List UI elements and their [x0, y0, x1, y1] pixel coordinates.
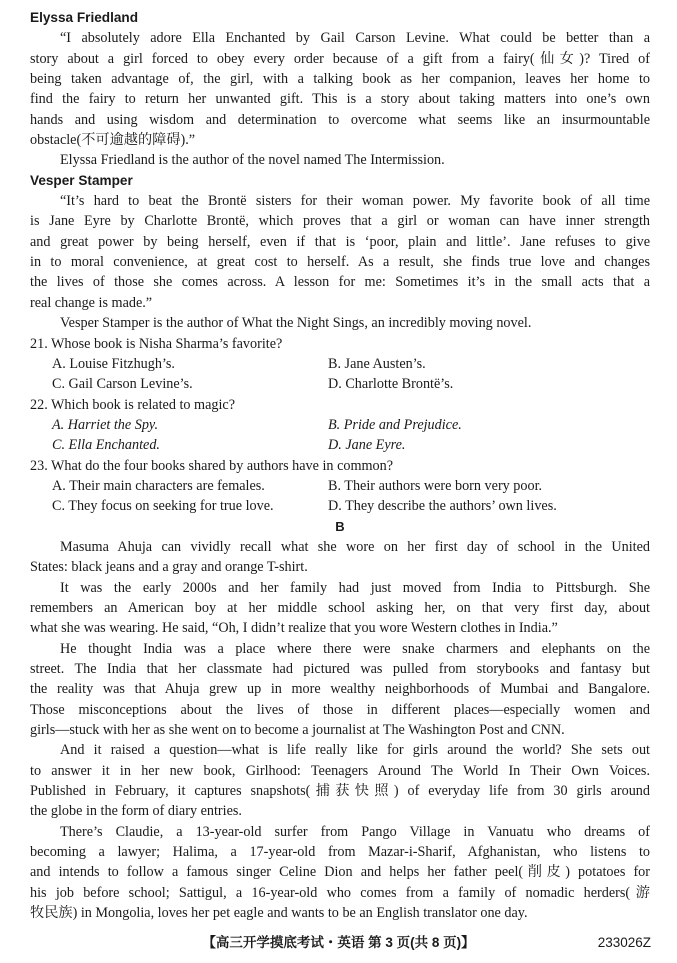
- question-options-row: [30, 354, 650, 374]
- passage-line: his job before school; Sattigul, a 16-year-old who comes from a family of nomadic herders(游: [30, 884, 650, 901]
- passage-line: And it raised a question—what is life really like for girls around the world? She sets out: [60, 742, 650, 759]
- author-bio: Elyssa Friedland is the author of the novel named The Intermission.: [60, 152, 445, 169]
- option-d: D. Jane Eyre.: [328, 437, 406, 454]
- passage-line: girls—stuck with her as she went on to become a journalist at The Washington Post and CNN.: [30, 722, 565, 739]
- option-a: A. Harriet the Spy.: [52, 416, 158, 433]
- passage-line: Masuma Ahuja can vividly recall what she wore on her first day of school in the United: [60, 538, 650, 555]
- quote-line: the lives of those she comes across. A lesson for me: Sometimes it’s in the small acts that a: [30, 274, 650, 291]
- passage-line: and intends to follow a famous singer Celine Dion and helps her father peel(削皮) potatoes for: [30, 864, 650, 881]
- quote-line: and great power by being herself, even if that is ‘poor, plain and little’. Jane refuses to give: [30, 233, 650, 250]
- option-b: B. Their authors were born very poor.: [328, 477, 543, 494]
- passage-line: Those misconceptions about the lives of those in different places—especially women and: [30, 701, 650, 718]
- option-a: A. Their main characters are females.: [52, 477, 265, 494]
- page-footer: [0, 933, 677, 953]
- quote-line: real change is made.”: [30, 294, 153, 311]
- passage-line: to answer it in her new book, Girlhood: Teenagers Around The World In Their Own Voices.: [30, 762, 650, 779]
- author-bio: Vesper Stamper is the author of What the Night Sings, an incredibly moving novel.: [60, 315, 532, 332]
- option-d: D. Charlotte Brontë’s.: [328, 376, 454, 393]
- passage-line: There’s Claudie, a 13-year-old surfer from Pango Village in Vanuatu who dreams of: [60, 823, 650, 840]
- passage-line: what she was wearing. He said, “Oh, I didn’t realize that you wore Western clothes in India.”: [30, 620, 558, 637]
- footer-label: 【高三开学摸底考试・英语 第 3 页(共 8 页)】: [202, 935, 475, 950]
- question-options-row: [30, 476, 650, 496]
- question-options-row: [30, 496, 650, 516]
- passage-line: He thought India was a place where there were snake charmers and elephants on the: [60, 640, 650, 657]
- quote-line: “I absolutely adore Ella Enchanted by Gail Carson Levine. What could be better than a: [60, 30, 650, 47]
- option-c: C. They focus on seeking for true love.: [52, 498, 274, 515]
- question-stem: 23. What do the four books shared by authors have in common?: [30, 457, 394, 474]
- option-a: A. Louise Fitzhugh’s.: [52, 355, 175, 372]
- question-options-row: [30, 435, 650, 455]
- option-c: C. Ella Enchanted.: [52, 437, 160, 454]
- passage-line: remembers an American boy at her middle school asking her, on that very first day, about: [30, 599, 650, 616]
- passage-line: becoming a lawyer; Halima, a 17-year-old from Mazar-i-Sharif, Afghanistan, who listens to: [30, 844, 650, 861]
- passage-line: the reality was that Ahuja grew up in more wealthy neighborhoods of Mumbai and Bangalore.: [30, 681, 650, 698]
- passage-line: Published in February, it captures snapshots(捕获快照) of everyday life from 30 girls around: [30, 783, 650, 800]
- quote-line: “It’s hard to beat the Brontë sisters for their woman power. My favorite book of all time: [60, 193, 650, 210]
- footer-code: 233026Z: [597, 935, 651, 950]
- option-b: B. Jane Austen’s.: [328, 355, 426, 372]
- question-stem: 22. Which book is related to magic?: [30, 396, 236, 413]
- quote-line: obstacle(不可逾越的障碍).”: [30, 132, 196, 149]
- quote-line: is Jane Eyre by Charlotte Brontë, which proves that a girl or woman can have inner strength: [30, 213, 650, 230]
- option-c: C. Gail Carson Levine’s.: [52, 376, 193, 393]
- passage-line: It was the early 2000s and her family had just moved from India to Pittsburgh. She: [60, 579, 650, 596]
- passage-line: street. The India that her classmate had pictured was pulled from storybooks and fantasy but: [30, 661, 650, 677]
- question-options-row: [30, 374, 650, 394]
- section-heading: B: [335, 518, 345, 534]
- quote-line: story about a girl forced to obey every order because of a gift from a fairy(仙女)? Tired of: [30, 50, 650, 67]
- quote-line: being taken advantage of, the girl, with a talking book as her companion, leaves her home to: [30, 71, 650, 88]
- passage-line: the globe in the form of diary entries.: [30, 803, 242, 820]
- author-name: Vesper Stamper: [30, 172, 133, 188]
- quote-line: in to moral convenience, at great cost to herself. As a result, she finds true love and changes: [30, 254, 650, 271]
- question-stem: 21. Whose book is Nisha Sharma’s favorite?: [30, 335, 283, 352]
- passage-line: States: black jeans and a gray and orange T-shirt.: [30, 559, 308, 576]
- author-name: Elyssa Friedland: [30, 10, 139, 25]
- quote-line: hands and using wisdom and determination to overcome what seems like an insurmountable: [30, 111, 650, 128]
- exam-page: [30, 8, 650, 923]
- option-b: B. Pride and Prejudice.: [328, 416, 462, 433]
- passage-line: 牧民族) in Mongolia, loves her pet eagle and wants to be an English translator one day.: [30, 905, 528, 922]
- question-options-row: [30, 415, 650, 435]
- option-d: D. They describe the authors’ own lives.: [328, 498, 557, 515]
- quote-line: find the fairy to return her unwanted gift. This is a story about taking matters into one’s own: [30, 91, 650, 108]
